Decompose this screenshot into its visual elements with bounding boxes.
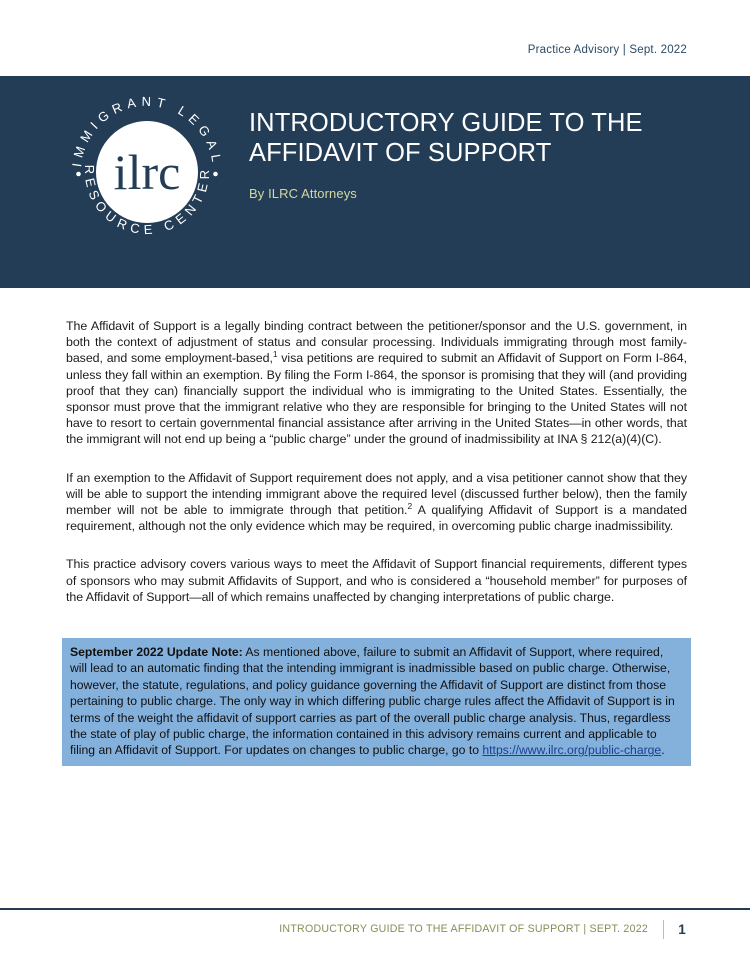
document-title [249,108,679,168]
running-head: Practice Advisory | Sept. 2022 [527,44,687,56]
footnote-marker-2[interactable]: 2 [407,500,413,511]
footer-vertical-divider [663,920,664,939]
svg-text:IMMIGRANT LEGAL: IMMIGRANT LEGAL [69,93,225,168]
update-note-label: September 2022 Update Note: [70,645,243,659]
document-body [66,318,687,605]
page-number: 1 [678,921,686,937]
document-title-line-2: AFFIDAVIT OF SUPPORT [249,139,552,167]
update-note-text-end: . [661,743,665,758]
body-paragraph-2 [66,470,687,535]
page-top-bar [0,0,750,76]
footnote-marker-1[interactable]: 1 [272,349,278,360]
paragraph-1-text-b: visa petitions are required to submit an Affidavit of Support on Form I-864, unless they fall within an exemption. By filing the Form I-864, the sponsor is promising that they will (and providing proof that they can) financially support the individual who is immigrating to the United States. Essentially, the sponsor must prove that the immigrant relative who they are responsible for bringing to the United States will not have to resort to certain governmental financial assistance after arriving in the United States—in other words, that the immigrant will not end up being a “public charge” under the ground of inadmissibility at INA § 212(a)(4)(C). [66,351,688,447]
logo-wordmark: ilrc [113,144,181,200]
ilrc-logo [63,88,231,256]
body-paragraph-3: This practice advisory covers various ways to meet the Affidavit of Support financial requirements, different types of sponsors who may submit Affidavits of Support, and who is considered a “household member” for purposes of the Affidavit of Support—all of which remains unaffected by changing interpretations of public charge. [66,557,687,604]
body-paragraph-1 [66,318,687,448]
paragraph-1-text-a: The Affidavit of Support is a legally binding contract between the petitioner/sponsor and the U.S. government, in both the context of adjustment of status and consular processing. Individuals immigrating through most family-based, and some employment-based, [66,319,687,366]
public-charge-link[interactable]: https://www.ilrc.org/public-charge [482,743,662,758]
paragraph-2-text-b: A qualifying Affidavit of Support is a mandated requirement, although not the only evidence which may be required, in overcoming public charge inadmissibility. [66,503,687,534]
document-byline: By ILRC Attorneys [249,186,357,201]
page-footer [0,918,750,944]
svg-text:RESOURCE CENTER: RESOURCE CENTER [81,164,213,238]
footer-title: INTRODUCTORY GUIDE TO THE AFFIDAVIT OF SUPPORT | SEPT. 2022 [279,923,648,935]
paragraph-2-text-a: If an exemption to the Affidavit of Support requirement does not apply, and a visa petitioner cannot show that they will be able to support the intending immigrant above the required level (discussed further below), then the family member will not be able to immigrate through that petition. [66,470,687,518]
document-title-line-1: INTRODUCTORY GUIDE TO THE [249,109,643,137]
update-note-text: As mentioned above, failure to submit an Affidavit of Support, where required, will lead to an automatic finding that the intending immigrant is inadmissible based on public charge. Otherwise, however, the statute, regulations, and policy guidance governing the Affidavit of Support are distinct from those pertaining to public charge. The only way in which differing public charge rules affect the Affidavit of Support is in terms of the weight the affidavit of support carries as part of the overall public charge analysis. Thus, regardless the state of play of public charge, the information contained in this advisory remains current and applicable to filing an Affidavit of Support. For updates on changes to public charge, go to [70,645,675,758]
update-note-callout [62,638,691,766]
footer-content [279,918,687,940]
footer-divider-rule [0,908,750,910]
